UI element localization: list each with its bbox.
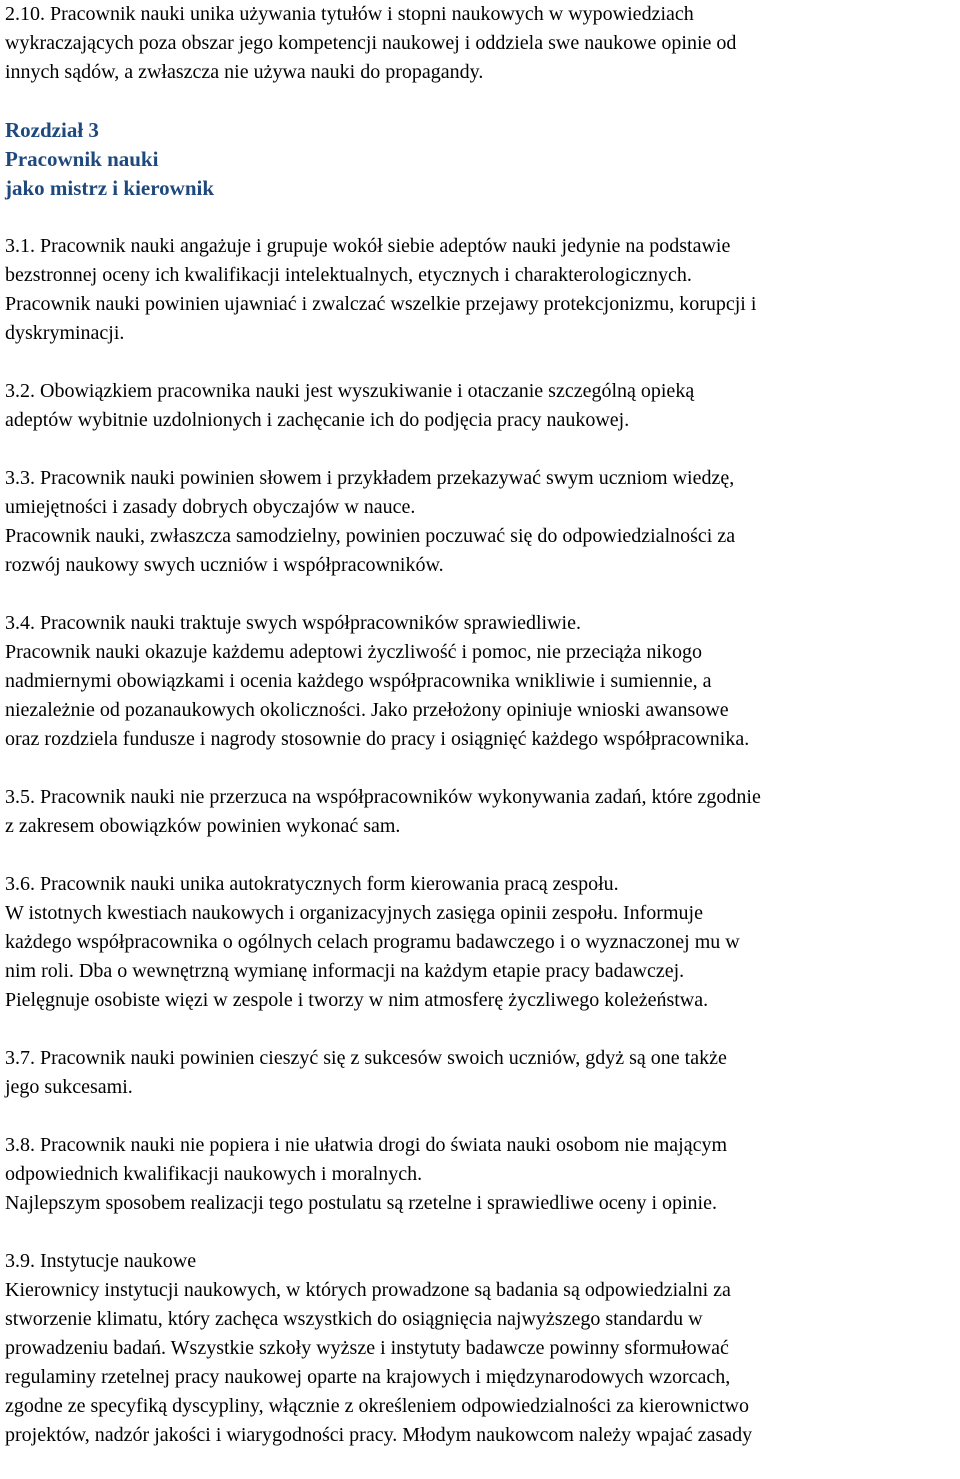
text-line: 3.8. Pracownik nauki nie popiera i nie ułatwia drogi do świata nauki osobom nie mającym xyxy=(5,1134,728,1156)
text-line: umiejętności i zasady dobrych obyczajów w nauce. xyxy=(5,496,416,518)
text-line: 3.7. Pracownik nauki powinien cieszyć się z sukcesów swoich uczniów, gdyż są one także xyxy=(5,1047,727,1069)
section-3-3 xyxy=(5,464,957,580)
section-3-9 xyxy=(5,1247,957,1450)
text-line: W istotnych kwestiach naukowych i organizacyjnych zasięga opinii zespołu. Informuje xyxy=(5,902,703,924)
text-line: Pracownik nauki okazuje każdemu adeptowi życzliwość i pomoc, nie przeciąża nikogo xyxy=(5,641,702,663)
text-line: Pielęgnuje osobiste więzi w zespole i tworzy w nim atmosferę życzliwego koleżeństwa. xyxy=(5,989,709,1011)
intro-paragraph xyxy=(5,0,957,87)
text-line: dyskryminacji. xyxy=(5,322,125,344)
text-line: prowadzeniu badań. Wszystkie szkoły wyższe i instytuty badawcze powinny sformułować xyxy=(5,1337,729,1359)
text-line: 3.3. Pracownik nauki powinien słowem i przykładem przekazywać swym uczniom wiedzę, xyxy=(5,467,735,489)
text-line: regulaminy rzetelnej pracy naukowej oparte na krajowych i międzynarodowych wzorcach, xyxy=(5,1366,731,1388)
chapter-heading xyxy=(5,116,957,203)
text-line: wykraczających poza obszar jego kompetencji naukowej i oddziela swe naukowe opinie od xyxy=(5,32,737,54)
chapter-heading-line: Pracownik nauki xyxy=(5,147,159,171)
text-line: Najlepszym sposobem realizacji tego postulatu są rzetelne i sprawiedliwe oceny i opinie. xyxy=(5,1192,717,1214)
section-3-8 xyxy=(5,1131,957,1218)
text-line: jego sukcesami. xyxy=(5,1076,133,1098)
text-line: projektów, nadzór jakości i wiarygodności pracy. Młodym naukowcom należy wpajać zasady xyxy=(5,1424,753,1446)
text-line: zgodne ze specyfiką dyscypliny, włącznie z określeniem odpowiedzialności za kierownictwo xyxy=(5,1395,749,1417)
text-line: Pracownik nauki, zwłaszcza samodzielny, powinien poczuwać się do odpowiedzialności za xyxy=(5,525,736,547)
section-3-4 xyxy=(5,609,957,754)
section-3-7 xyxy=(5,1044,957,1102)
section-3-1 xyxy=(5,232,957,348)
text-line: adeptów wybitnie uzdolnionych i zachęcanie ich do podjęcia pracy naukowej. xyxy=(5,409,630,431)
chapter-heading-line: Rozdział 3 xyxy=(5,118,99,142)
text-line: Kierownicy instytucji naukowych, w których prowadzone są badania są odpowiedzialni za xyxy=(5,1279,731,1301)
section-3-2 xyxy=(5,377,957,435)
text-line: rozwój naukowy swych uczniów i współpracowników. xyxy=(5,554,444,576)
text-line: z zakresem obowiązków powinien wykonać sam. xyxy=(5,815,401,837)
document-page xyxy=(5,0,957,1479)
text-line: 3.6. Pracownik nauki unika autokratycznych form kierowania pracą zespołu. xyxy=(5,873,619,895)
text-line: innych sądów, a zwłaszcza nie używa nauki do propagandy. xyxy=(5,61,484,83)
text-line: 2.10. Pracownik nauki unika używania tytułów i stopni naukowych w wypowiedziach xyxy=(5,3,694,25)
section-3-6 xyxy=(5,870,957,1015)
section-3-5 xyxy=(5,783,957,841)
text-line: bezstronnej oceny ich kwalifikacji intelektualnych, etycznych i charakterologicznych. xyxy=(5,264,692,286)
text-line: 3.2. Obowiązkiem pracownika nauki jest wyszukiwanie i otaczanie szczególną opieką xyxy=(5,380,695,402)
text-line: 3.4. Pracownik nauki traktuje swych współpracowników sprawiedliwie. xyxy=(5,612,581,634)
text-line: Pracownik nauki powinien ujawniać i zwalczać wszelkie przejawy protekcjonizmu, korupcji i xyxy=(5,293,757,315)
text-line: 3.5. Pracownik nauki nie przerzuca na współpracowników wykonywania zadań, które zgodnie xyxy=(5,786,761,808)
text-line: odpowiednich kwalifikacji naukowych i moralnych. xyxy=(5,1163,423,1185)
chapter-heading-line: jako mistrz i kierownik xyxy=(5,176,215,200)
text-line: nadmiernymi obowiązkami i ocenia każdego współpracownika wnikliwie i sumiennie, a xyxy=(5,670,712,692)
text-line: każdego współpracownika o ogólnych celach programu badawczego i o wyznaczonej mu w xyxy=(5,931,740,953)
text-line: niezależnie od pozanaukowych okoliczności. Jako przełożony opiniuje wnioski awansowe xyxy=(5,699,729,721)
text-line: 3.9. Instytucje naukowe xyxy=(5,1250,197,1272)
text-line: nim roli. Dba o wewnętrzną wymianę informacji na każdym etapie pracy badawczej. xyxy=(5,960,685,982)
text-line: oraz rozdziela fundusze i nagrody stosownie do pracy i osiągnięć każdego współpracownika. xyxy=(5,728,750,750)
text-line: stworzenie klimatu, który zachęca wszystkich do osiągnięcia najwyższego standardu w xyxy=(5,1308,703,1330)
text-line: 3.1. Pracownik nauki angażuje i grupuje wokół siebie adeptów nauki jedynie na podstawie xyxy=(5,235,731,257)
